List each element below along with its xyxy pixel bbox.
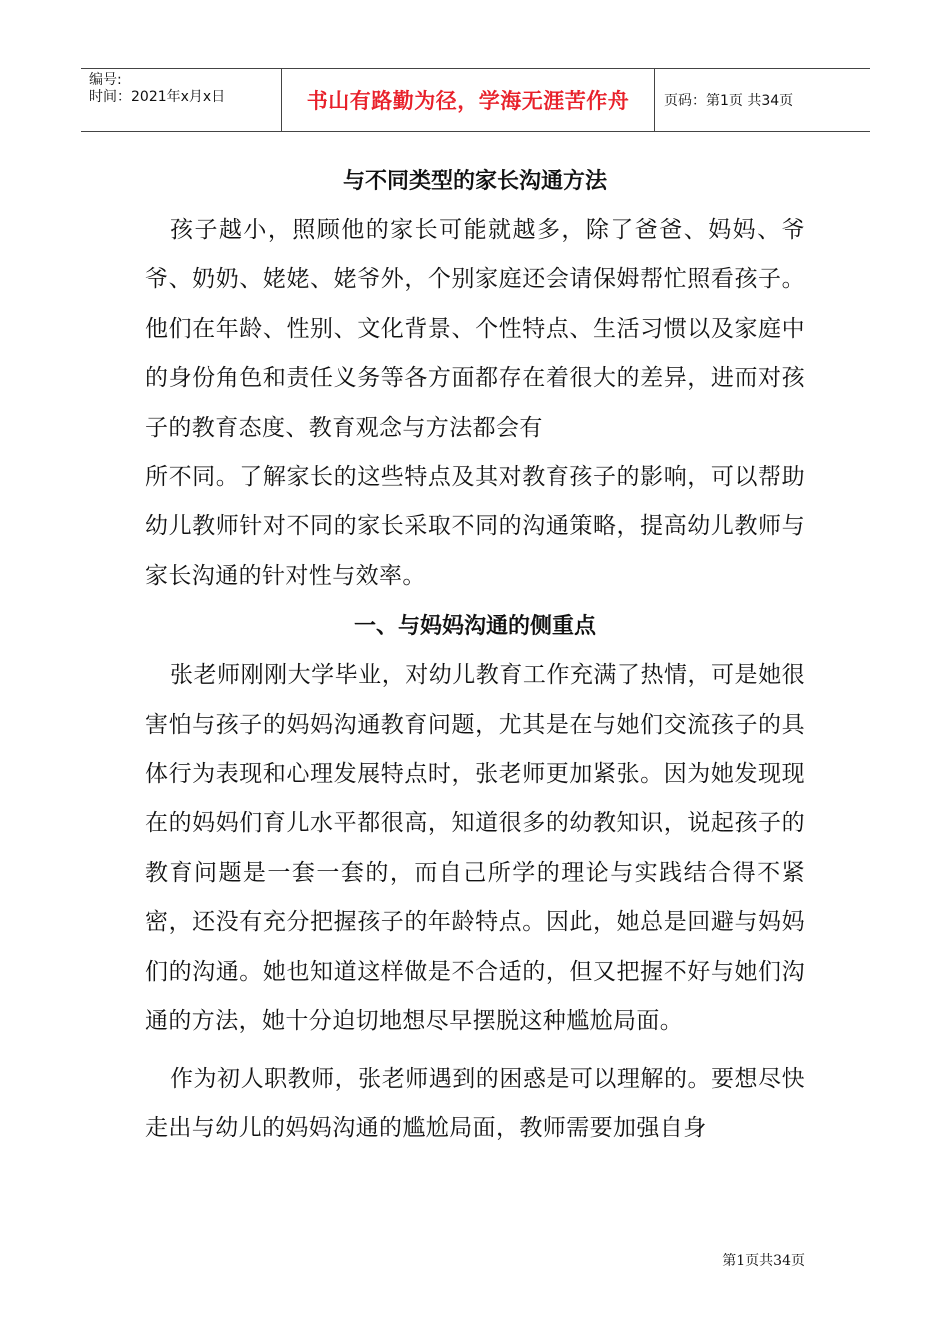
serial-label: 编号:	[89, 72, 122, 88]
intro-paragraph-2: 所不同。了解家长的这些特点及其对教育孩子的影响，可以帮助幼儿教师针对不同的家长采取不同的沟通策略，提高幼儿教师与家长沟通的针对性与效率。	[145, 464, 805, 589]
document-title: 与不同类型的家长沟通方法	[342, 168, 607, 194]
paragraph-gap	[145, 1047, 805, 1055]
document-body	[145, 156, 805, 1153]
section-1-paragraph-2: 作为初人职教师，张老师遇到的困惑是可以理解的。要想尽快走出与幼儿的妈妈沟通的尴尬局面，教师需要加强自身	[145, 1065, 805, 1141]
date-label: 时间：2021年x月x日	[89, 89, 226, 105]
header-meta	[81, 69, 282, 131]
header-motto: 书山有路勤为径，学海无涯苦作舟	[282, 69, 655, 131]
section-1-paragraph-1: 张老师刚刚大学毕业，对幼儿教育工作充满了热情，可是她很害怕与孩子的妈妈沟通教育问题，尤其是在与她们交流孩子的具体行为表现和心理发展特点时，张老师更加紧张。因为她发现现在的妈妈们育儿水平都很高，知道很多的幼教知识，说起孩子的教育问题是一套一套的，而自己所学的理论与实践结合得不紧密，还没有充分把握孩子的年龄特点。因此，她总是回避与妈妈们的沟通。她也知道这样做是不合适的，但又把握不好与她们沟通的方法，她十分迫切地想尽早摆脱这种尴尬局面。	[145, 662, 805, 1035]
header-page-info: 页码：第1页 共34页	[664, 93, 794, 109]
intro-paragraph-1: 孩子越小，照顾他的家长可能就越多，除了爸爸、妈妈、爷爷、奶奶、姥姥、姥爷外，个别家庭还会请保姆帮忙照看孩子。他们在年龄、性别、文化背景、个性特点、生活习惯以及家庭中的身份角色和责任义务等各方面都存在着很大的差异，进而对孩子的教育态度、教育观念与方法都会有	[145, 217, 805, 441]
page-header	[81, 68, 870, 132]
page-footer: 第1页共34页	[722, 1253, 805, 1269]
section-1-heading: 一、与妈妈沟通的侧重点	[353, 613, 596, 640]
